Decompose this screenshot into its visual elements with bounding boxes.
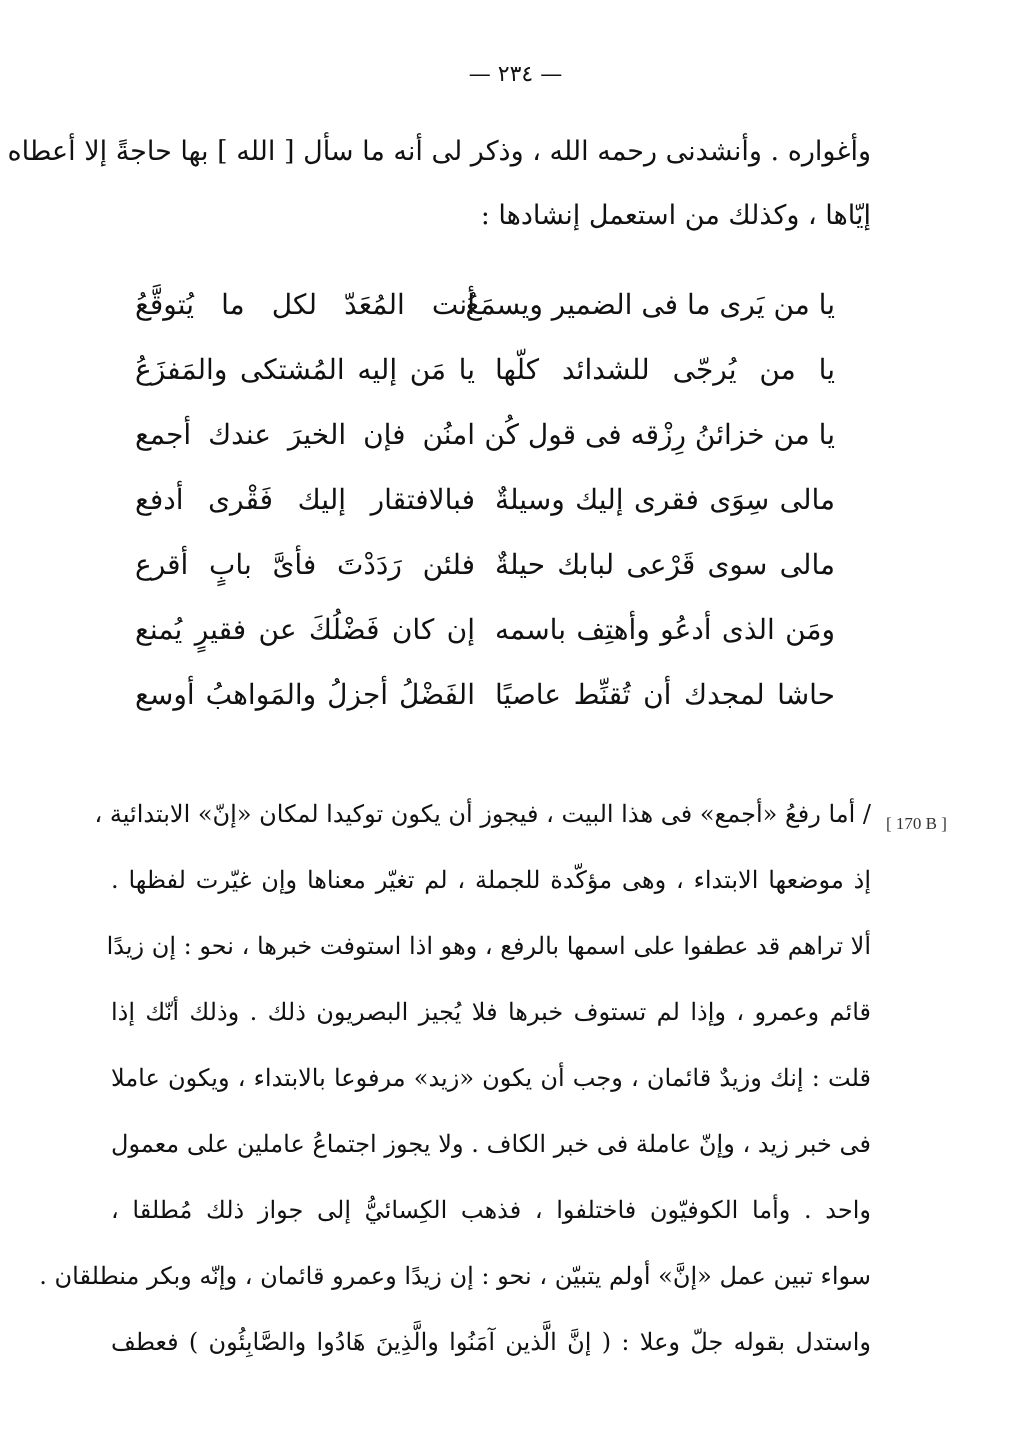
- verse-second-hemistich: امنُن فإن الخيرَ عندك أجمع: [135, 418, 475, 451]
- verse-first-hemistich: مالى سوى قَرْعى لبابك حيلةٌ: [495, 548, 835, 581]
- commentary-line: واستدل بقوله جلّ وعلا : ( إنَّ الَّذين آمَنُوا والَّذِينَ هَادُوا والصَّابِئُون ) فعطف: [111, 1328, 871, 1356]
- verse: [135, 288, 835, 332]
- page-number: — ٢٣٤ —: [468, 62, 563, 87]
- verse-first-hemistich: حاشا لمجدك أن تُقنِّط عاصيًا: [495, 678, 835, 711]
- commentary-line: إذ موضعها الابتداء ، وهى مؤكّدة للجملة ، لم تغيّر معناها وإن غيّرت لفظها .: [111, 866, 871, 894]
- verse: [135, 483, 835, 527]
- commentary-line: / أما رفعُ «أجمع» فى هذا البيت ، فيجوز أن يكون توكيدا لمكان «إنّ» الابتدائية ،: [94, 800, 871, 828]
- verse-second-hemistich: أنت المُعَدّ لكل ما يُتوقَّعُ: [135, 288, 475, 321]
- commentary-line: واحد . وأما الكوفيّون فاختلفوا ، فذهب الكِسائيُّ إلى جواز ذلك مُطلقا ،: [111, 1196, 871, 1224]
- commentary-line: ألا تراهم قد عطفوا على اسمها بالرفع ، وهو اذا استوفت خبرها ، نحو : إن زيدًا: [106, 932, 871, 960]
- intro-line: وأغواره . وأنشدنى رحمه الله ، وذكر لى أنه ما سأل [ الله ] بها حاجةً إلا أعطاه: [7, 136, 871, 167]
- verse: [135, 418, 835, 462]
- verse-second-hemistich: فبالافتقار إليك فَقْرى أدفع: [135, 483, 475, 516]
- verse-second-hemistich: يا مَن إليه المُشتكى والمَفزَعُ: [135, 353, 475, 386]
- verse-first-hemistich: ومَن الذى أدعُو وأهتِف باسمه: [495, 613, 835, 646]
- verse-first-hemistich: يا من خزائنُ رِزْقه فى قول كُن: [484, 418, 835, 451]
- verse: [135, 678, 835, 722]
- manuscript-folio-reference: [ 170 B ]: [886, 814, 947, 833]
- verse-first-hemistich: مالى سِوَى فقرى إليك وسيلةٌ: [495, 483, 835, 516]
- verse: [135, 353, 835, 397]
- verse-second-hemistich: فلئن رَدَدْتَ فأىَّ بابٍ أقرع: [135, 548, 475, 581]
- verse: [135, 548, 835, 592]
- intro-line: إيّاها ، وكذلك من استعمل إنشادها :: [480, 200, 871, 231]
- commentary-line: سواء تبين عمل «إنَّ» أولم يتبيّن ، نحو : إن زيدًا وعمرو قائمان ، وإنّه وبكر منطلقان .: [39, 1262, 871, 1290]
- verse: [135, 613, 835, 657]
- verse-second-hemistich: إن كان فَضْلُكَ عن فقيرٍ يُمنع: [135, 613, 475, 646]
- verse-first-hemistich: يا من يُرجّى للشدائد كلّها: [495, 353, 835, 386]
- verse-first-hemistich: يا من يَرى ما فى الضمير ويسمَعُ: [465, 288, 835, 321]
- verse-second-hemistich: الفَضْلُ أجزلُ والمَواهبُ أوسع: [135, 678, 475, 711]
- commentary-line: قلت : إنك وزيدٌ قائمان ، وجب أن يكون «زيد» مرفوعا بالابتداء ، ويكون عاملا: [111, 1064, 871, 1092]
- commentary-line: فى خبر زيد ، وإنّ عاملة فى خبر الكاف . ولا يجوز اجتماعُ عاملين على معمول: [111, 1130, 871, 1158]
- commentary-line: قائم وعمرو ، وإذا لم تستوف خبرها فلا يُجيز البصريون ذلك . وذلك أنّك إذا: [111, 998, 871, 1026]
